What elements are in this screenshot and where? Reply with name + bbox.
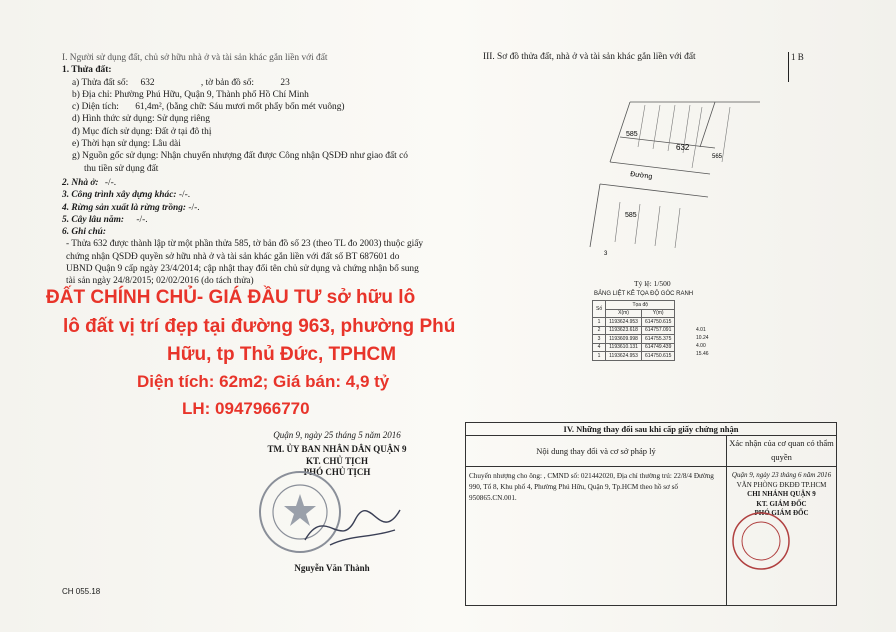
map-label-road: Đường	[629, 171, 653, 181]
table-row: 2 1193623.618 614757.091	[593, 326, 675, 335]
coord-header-row	[593, 309, 675, 318]
handwritten-signature-icon	[300, 500, 410, 555]
coord-header-no: Số	[593, 301, 606, 318]
changes-content-column	[466, 436, 727, 605]
changes-title: IV. Những thay đổi sau khi cấp giấy chứng nhận	[466, 423, 836, 436]
trees-row: 5. Cây lâu năm: -/-.	[62, 214, 148, 225]
distance-1: 4.01	[696, 327, 706, 333]
changes-box	[465, 422, 837, 606]
map-label-565: 565	[712, 154, 723, 160]
coord-table-title: BẢNG LIỆT KÊ TỌA ĐỘ GÓC RANH	[594, 291, 694, 297]
promo-line-4: Diện tích: 62m2; Giá bán: 4,9 tỷ	[137, 372, 390, 391]
promo-line-2: lô đất vị trí đẹp tại đường 963, phường Phú	[63, 316, 456, 337]
origin-row: g) Nguồn gốc sử dụng: Nhận chuyển nhượng đất được Công nhận QSDĐ như giao đất có	[72, 151, 408, 162]
map-label-632: 632	[676, 143, 690, 152]
term-row: e) Thời hạn sử dụng: Lâu dài	[72, 139, 181, 150]
map-label-3: 3	[604, 251, 608, 257]
changes-col2-header: Xác nhận của cơ quan có thẩm quyền	[727, 436, 836, 467]
coord-header-y: Y(m)	[641, 309, 674, 318]
origin-row-cont: thu tiền sử dụng đất	[84, 163, 159, 174]
coord-table	[592, 300, 675, 361]
changes-content: Chuyển nhượng cho ông: , CMND số: 021442020, Địa chỉ thường trú: 22/8/4 Đường 990, Tổ 8, Khu phố 4, Phường Phú Hữu, Quận 9, Tp.HCM theo hồ sơ số 950865.CN.001.	[469, 472, 714, 502]
notes-label: 6. Ghi chú:	[62, 227, 107, 238]
map-scale: Tỷ lệ: 1/500	[634, 279, 671, 288]
map-label-585-a: 585	[626, 131, 638, 138]
coord-header-x: X(m)	[606, 309, 642, 318]
promo-line-1: ĐẤT CHÍNH CHỦ- GIÁ ĐẦU TƯ sở hữu lô	[46, 287, 416, 308]
table-row: 1 1193624.953 614750.615	[593, 318, 675, 327]
parcel-map	[560, 72, 810, 272]
map-label-585-b: 585	[625, 212, 637, 219]
confirm-org-1: VĂN PHÒNG ĐKĐĐ TP.HCM	[736, 480, 827, 489]
use-form-row: d) Hình thức sử dụng: Sử dụng riêng	[72, 114, 210, 125]
confirm-date: Quận 9, ngày 23 tháng 6 năm 2016	[731, 471, 832, 479]
signature-role-1: KT. CHỦ TỊCH	[306, 456, 368, 466]
confirm-role-1: KT. GIÁM ĐỐC	[756, 499, 807, 508]
signature-date: Quận 9, ngày 25 tháng 5 năm 2016	[273, 430, 401, 440]
distance-2: 10.24	[696, 335, 709, 341]
distance-3: 4.00	[696, 343, 706, 349]
construction-row: 3. Công trình xây dựng khác: -/-.	[62, 190, 191, 201]
confirm-role-2: PHÓ GIÁM ĐỐC	[754, 509, 809, 517]
signature-role-2: PHÓ CHỦ TỊCH	[303, 467, 371, 477]
promo-line-3: Hữu, tp Thủ Đức, TPHCM	[167, 344, 397, 365]
address-row: b) Địa chỉ: Phường Phú Hữu, Quận 9, Thành phố Hồ Chí Minh	[72, 89, 309, 100]
parcel-subheader: 1. Thửa đất:	[62, 65, 112, 76]
table-row: 1 1193624.953 614750.615	[593, 352, 675, 361]
parcel-number: 632	[140, 77, 155, 88]
corner-mark: 1 B	[788, 52, 804, 82]
changes-col1-header: Nội dung thay đổi và cơ sở pháp lý	[466, 436, 726, 467]
parcel-number-row: a) Thửa đất số: 632 , tờ bản đồ số: 23	[72, 77, 290, 88]
signature-org: TM. ỦY BAN NHÂN DÂN QUẬN 9	[267, 444, 407, 454]
area-value: 61,4m², (bằng chữ: Sáu mươi mốt phẩy bốn mét vuông)	[135, 102, 345, 113]
land-info-section	[62, 52, 442, 288]
forest-row: 4. Rừng sản xuất là rừng trồng: -/-.	[62, 202, 200, 213]
house-row: 2. Nhà ở: -/-.	[62, 177, 117, 188]
purpose-row: đ) Mục đích sử dụng: Đất ở tại đô thị	[72, 126, 212, 137]
distance-4: 15.46	[696, 351, 709, 357]
promo-phone: LH: 0947966770	[182, 399, 310, 418]
coord-header-group: Tọa độ	[606, 301, 675, 310]
confirm-org-2: CHI NHÁNH QUẬN 9	[747, 490, 816, 498]
area-row: c) Diện tích: 61,4m², (bằng chữ: Sáu mươi mốt phẩy bốn mét vuông)	[72, 102, 345, 113]
notes-text: - Thửa 632 được thành lập từ một phần thửa 585, tờ bản đồ số 23 (theo TL đo 2003) thuộc giấy chứng nhận QSDĐ quyền sở hữu nhà ở và tài sản khác gắn liền với đất số BT 687601 do UBND Quận 9 cấp ngày 23/4/2014; cập nhật thay đổi tên chủ sử dụng và chứng nhận bổ sung tài sản ngày 24/8/2015; 02/02/2016 (do tách thửa)	[66, 239, 424, 287]
section-header: I. Người sử dụng đất, chủ sở hữu nhà ở và tài sản khác gắn liền với đất	[62, 53, 328, 63]
footer-code: CH 055.18	[62, 587, 101, 596]
signer-name: Nguyễn Văn Thành	[294, 563, 370, 573]
coord-group-row	[593, 301, 675, 310]
table-row: 4 1193610.131 614749.439	[593, 343, 675, 352]
branch-seal-icon	[731, 511, 791, 571]
map-section-title: III. Sơ đồ thửa đất, nhà ở và tài sản khác gắn liền với đất	[483, 52, 696, 62]
table-row: 3 1193609.998 614755.375	[593, 335, 675, 344]
map-number: 23	[280, 77, 290, 88]
